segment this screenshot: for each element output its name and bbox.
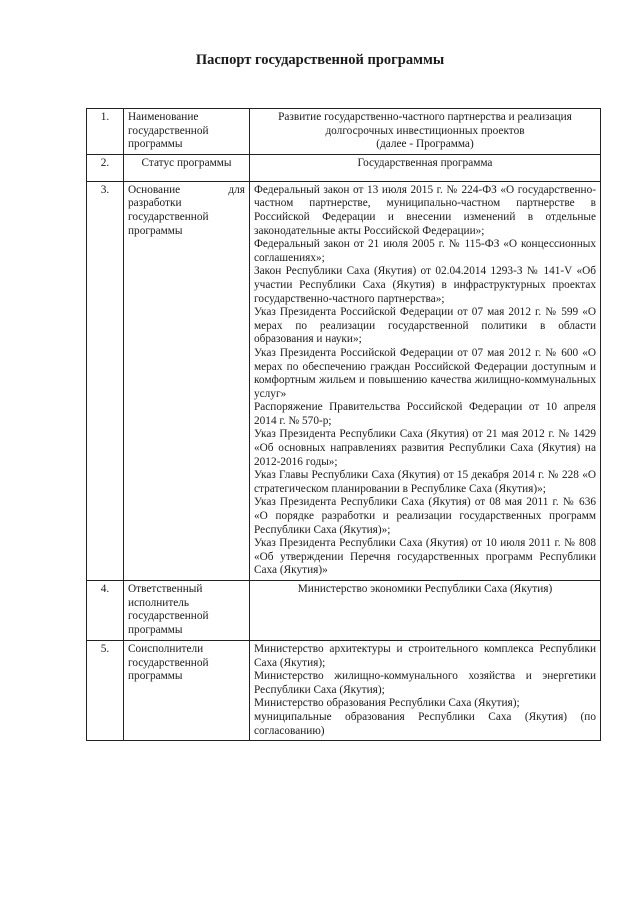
basis-item: Указ Президента Российской Федерации от 07 мая 2012 г. № 600 «О мерах по обеспечению граждан Российской Федерации доступным и комфортным жильем и повышению качества жилищно-коммунальных услуг» xyxy=(254,346,596,400)
passport-table xyxy=(86,108,601,741)
table-row xyxy=(87,154,601,181)
basis-item: Федеральный закон от 21 июля 2005 г. № 115-ФЗ «О концессионных соглашениях»; xyxy=(254,238,596,264)
row-number: 4. xyxy=(87,581,124,641)
row-label: Основание для разработки государственной программы xyxy=(124,181,250,580)
table-row xyxy=(87,641,601,741)
table-row xyxy=(87,581,601,641)
basis-item: Закон Республики Саха (Якутия) от 02.04.2014 1293-З № 141-V «Об участии Республики Саха (Якутия) в инфраструктурных проектах государственно-частного партнерства»; xyxy=(254,265,596,305)
program-name-line: (далее - Программа) xyxy=(376,138,474,151)
row-label: Ответственный исполнитель государственной программы xyxy=(124,581,250,641)
program-name-cell xyxy=(250,109,601,155)
basis-item: Распоряжение Правительства Российской Федерации от 10 апреля 2014 г. № 570-р; xyxy=(254,401,596,427)
table-row xyxy=(87,181,601,580)
page-title: Паспорт государственной программы xyxy=(195,52,445,68)
row-number: 2. xyxy=(87,154,124,181)
co-executors-list xyxy=(250,641,601,741)
basis-item: Федеральный закон от 13 июля 2015 г. № 224-ФЗ «О государственно-частном партнерстве, муниципально-частном партнерстве в Российской Федерации и внесении изменений в отдельные законодательные акты Российской Федерации»; xyxy=(254,183,596,237)
co-executor-item: Министерство образования Республики Саха (Якутия); xyxy=(254,697,520,710)
basis-item: Указ Президента Республики Саха (Якутия) от 08 мая 2011 г. № 636 «О порядке разработки и реализации государственных программ Республики Саха (Якутия)»; xyxy=(254,496,596,536)
row-number: 1. xyxy=(87,109,124,155)
basis-item: Указ Главы Республики Саха (Якутия) от 15 декабря 2014 г. № 228 «О стратегическом планировании в Республике Саха (Якутия)»; xyxy=(254,469,596,495)
program-name-line: Развитие государственно-частного партнерства и реализация xyxy=(278,111,572,123)
co-executor-item: Министерство архитектуры и строительного комплекса Республики Саха (Якутия); xyxy=(254,643,596,669)
row-number: 3. xyxy=(87,181,124,580)
basis-item: Указ Президента Российской Федерации от 07 мая 2012 г. № 599 «О мерах по реализации государственной политики в области образования и науки»; xyxy=(254,306,596,346)
basis-list xyxy=(250,181,601,580)
row-number: 5. xyxy=(87,641,124,741)
table-row xyxy=(87,109,601,155)
row-label: Наименование государственной программы xyxy=(124,109,250,155)
co-executor-item: Министерство жилищно-коммунального хозяйства и энергетики Республики Саха (Якутия); xyxy=(254,670,596,696)
row-label: Соисполнители государственной программы xyxy=(124,641,250,741)
program-name-line: долгосрочных инвестиционных проектов xyxy=(325,124,525,137)
basis-item: Указ Президента Республики Саха (Якутия) от 10 июля 2011 г. № 808 «Об утверждении Перечня государственных программ Республики Саха (Якутия)» xyxy=(254,537,596,577)
co-executor-item: муниципальные образования Республики Саха (Якутия) (по согласованию) xyxy=(254,710,596,737)
basis-item: Указ Президента Республики Саха (Якутия) от 21 мая 2012 г. № 1429 «Об основных направлениях развития Республики Саха (Якутия) на 2012-2016 годы»; xyxy=(254,428,596,468)
row-value: Государственная программа xyxy=(250,154,601,181)
row-label: Статус программы xyxy=(124,154,250,181)
row-value: Министерство экономики Республики Саха (Якутия) xyxy=(250,581,601,641)
